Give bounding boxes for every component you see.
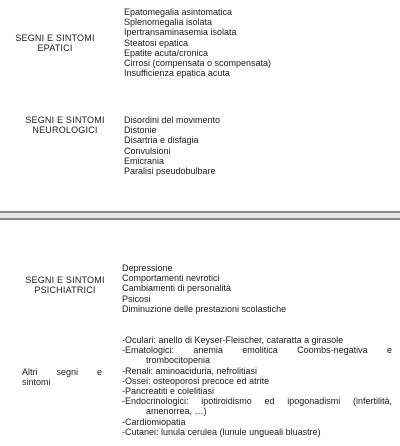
other-category-label: [22, 367, 102, 387]
hepatic-title-line2: EPATICI: [37, 43, 73, 53]
list-item: Insufficienza epatica acuta: [124, 68, 230, 79]
list-item: Epatomegalia asintomatica: [124, 7, 233, 17]
list-item: Psicosi: [122, 293, 151, 304]
list-item: Splenomegalia isolata: [124, 17, 213, 28]
hepatic-list: [124, 7, 271, 78]
list-item: -Ossei: osteoporosi precoce ed atrite: [122, 375, 270, 386]
list-item: -Ematologici: anemia emolitica Coombs-negativa e: [122, 345, 392, 356]
list-item: Depressione: [122, 263, 173, 273]
other-label-line1: Altri segni e: [22, 367, 102, 377]
list-item: Epatite acuta/cronica: [124, 47, 209, 58]
list-item: -Pancreatiti e colelitiasi: [122, 386, 215, 397]
list-item: -Cutanei: lunula cerulea (lunule ungueali bluastre): [122, 426, 321, 437]
list-item: Disartria e disfagia: [124, 135, 199, 146]
list-item: Cirrosi (compensata o scompensata): [124, 58, 272, 69]
list-item: -Renali: aminoaciduria, nefrolitiasi: [122, 365, 258, 376]
list-item: Diminuzione delle prestazioni scolastiche: [122, 303, 287, 314]
page-separator: [0, 211, 400, 220]
psych-title-line1: SEGNI E SINTOMI: [25, 275, 105, 285]
neuro-category-label: [0, 115, 130, 135]
list-item: Ipertransaminasemia isolata: [124, 27, 237, 38]
list-item: Emicrania: [124, 155, 165, 166]
list-item: Comportamenti nevrotici: [122, 273, 220, 284]
neuro-list: [124, 115, 220, 176]
psych-title-line2: PSICHIATRICI: [34, 285, 96, 295]
list-item: Disordini del movimento: [124, 115, 221, 125]
list-item: -Oculari: anello di Keyser-Fleischer, cataratta a girasole: [122, 335, 344, 345]
list-item: Paralisi pseudobulbare: [124, 166, 216, 177]
list-item: Distonie: [124, 125, 157, 136]
hepatic-title-line1: SEGNI E SINTOMI: [15, 33, 95, 43]
neuro-title-line2: NEUROLOGICI: [32, 125, 98, 135]
list-item: Cambiamenti di personalità: [122, 283, 232, 294]
list-item: amenorrea, …): [146, 406, 207, 417]
hepatic-category-label: [0, 33, 110, 53]
psych-list: [122, 263, 286, 314]
neuro-title-line1: SEGNI E SINTOMI: [25, 115, 105, 125]
list-item: -Cardiomiopatia: [122, 416, 186, 427]
list-item: -Endocrinologici: ipotiroidismo ed ipogonadismi (infertilità,: [122, 396, 392, 407]
list-item: Convulsioni: [124, 145, 171, 156]
other-label-line2: sintomi: [22, 377, 51, 387]
list-item: Steatosi epatica: [124, 37, 189, 48]
list-item: trombocitopenia: [146, 355, 211, 366]
other-list: [122, 335, 392, 437]
psych-category-label: [0, 275, 130, 295]
